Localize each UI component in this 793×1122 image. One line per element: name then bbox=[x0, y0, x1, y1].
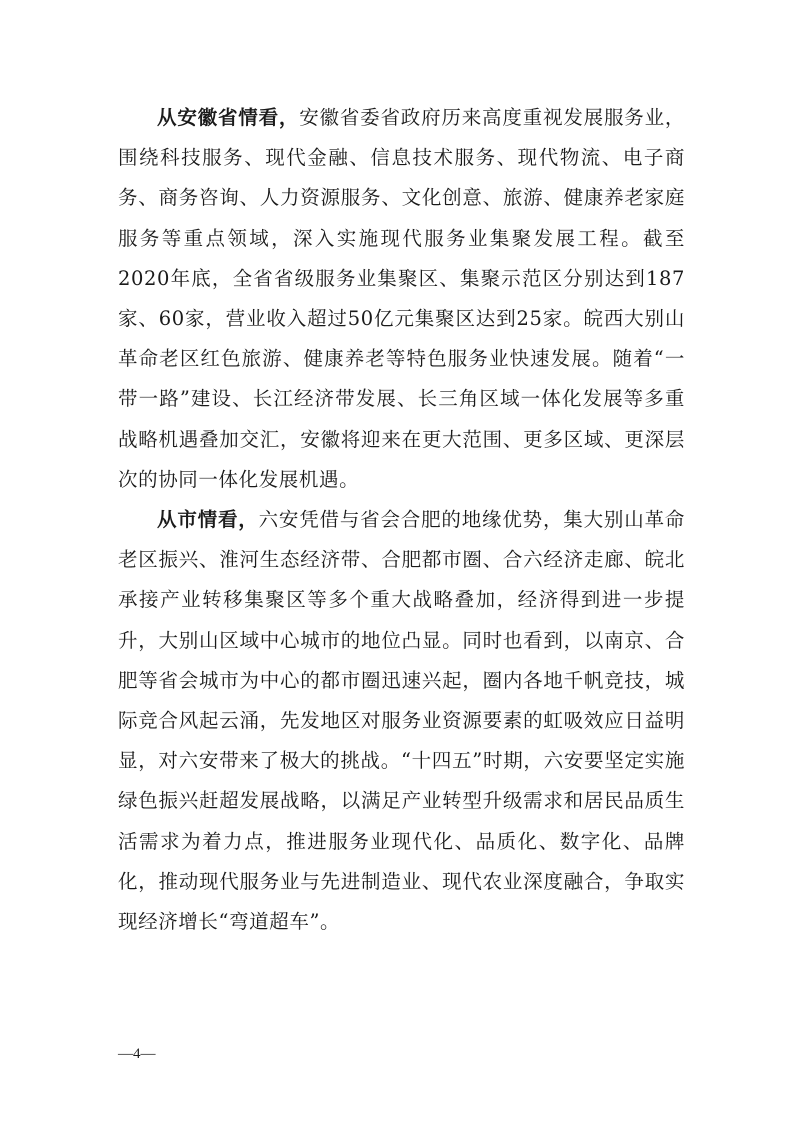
paragraph-text-city: 六安凭借与省会合肥的地缘优势，集大别山革命老区振兴、淮河生态经济带、合肥都市圈、合六经济走廊、皖北承接产业转移集聚区等多个重大战略叠加，经济得到进一步提升，大别山区域中心城市的地位凸显。同时也看到，以南京、合肥等省会城市为中心的都市圈迅速兴起，圈内各地千帆竞技，城际竞合风起云涌，先发地区对服务业资源要素的虹吸效应日益明显，对六安带来了极大的挑战。“十四五”时期，六安要坚定实施绿色振兴赶超发展战略，以满足产业转型升级需求和居民品质生活需求为着力点，推进服务业现代化、品质化、数字化、品牌化，推动现代服务业与先进制造业、现代农业深度融合，争取实现经济增长“弯道超车”。 bbox=[118, 508, 685, 934]
paragraph-text-province: 安徽省委省政府历来高度重视发展服务业，围绕科技服务、现代金融、信息技术服务、现代物流、电子商务、商务咨询、人力资源服务、文化创意、旅游、健康养老家庭服务等重点领域，深入实施现代服务业集聚发展工程。截至2020年底，全省省级服务业集聚区、集聚示范区分别达到187家、60家，营业收入超过50亿元集聚区达到25家。皖西大别山革命老区红色旅游、健康养老等特色服务业快速发展。随着“一带一路”建设、长江经济带发展、长三角区域一体化发展等多重战略机遇叠加交汇，安徽将迎来在更大范围、更多区域、更深层次的协同一体化发展机遇。 bbox=[118, 106, 686, 491]
document-body bbox=[118, 98, 685, 942]
paragraph-city bbox=[118, 500, 685, 942]
paragraph-lead-city: 从市情看， bbox=[157, 508, 259, 532]
page-number: —4— bbox=[118, 1046, 156, 1062]
paragraph-province bbox=[118, 98, 685, 500]
paragraph-lead-province: 从安徽省情看， bbox=[157, 106, 300, 129]
